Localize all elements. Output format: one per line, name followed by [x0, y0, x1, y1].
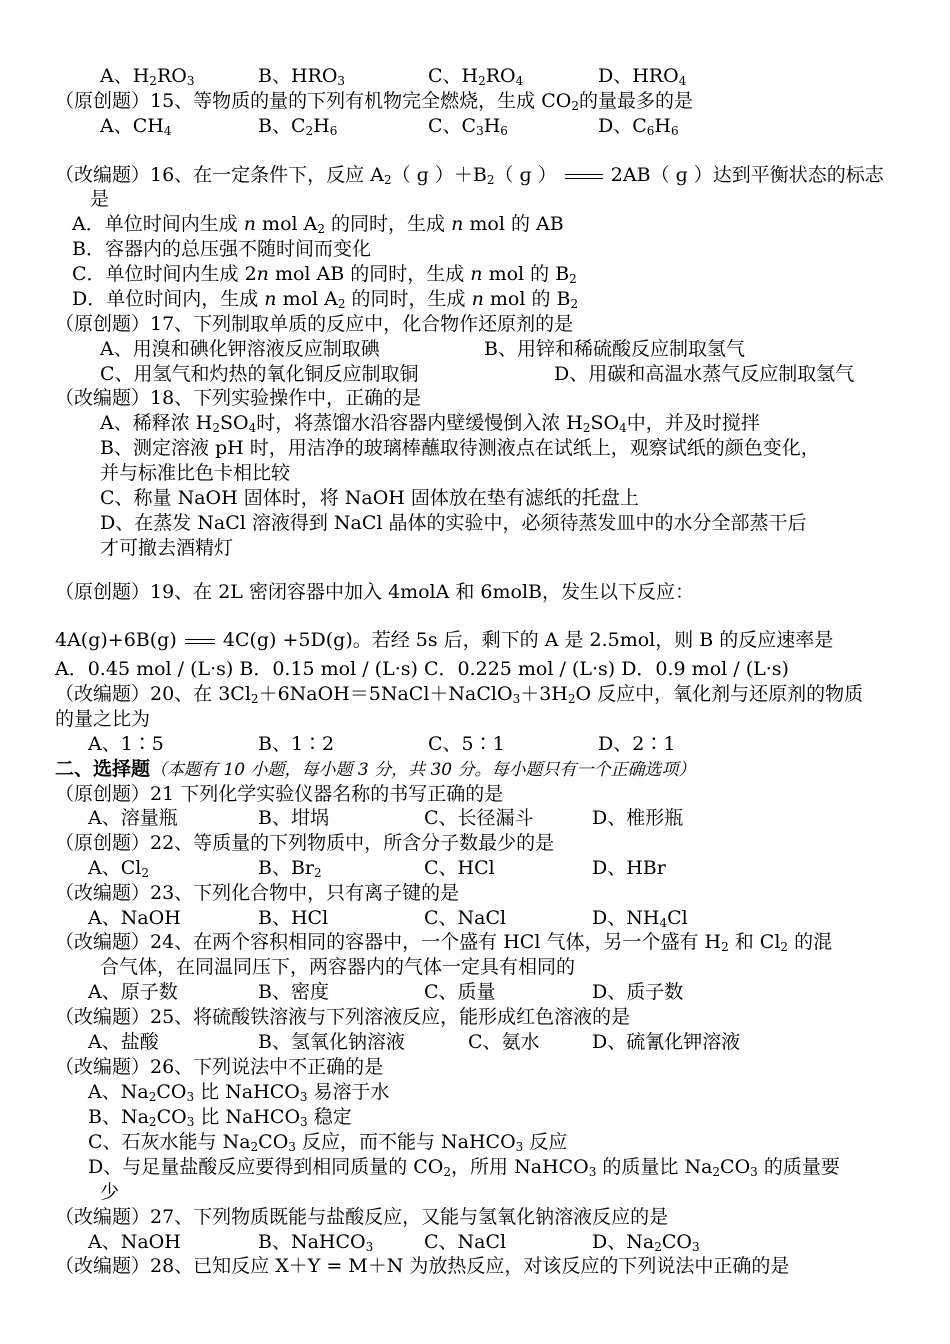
q17-option-a: A、用溴和碘化钾溶液反应制取碘 — [100, 338, 380, 360]
q20-option-c: C、5∶1 — [428, 733, 505, 755]
q17-options-row2 — [0, 362, 950, 386]
q23-option-c: C、NaCl — [424, 907, 507, 929]
q16-stem: （改编题）16、在一定条件下，反应 $A_2$（ ɡ ）$+B_2$（ ɡ ） 2AB（ ɡ ）达到平衡状态的标志 — [55, 164, 884, 187]
q16-option-a: A．单位时间内生成 n mol $A_2$ 的同时，生成 n mol 的 AB — [72, 213, 564, 236]
q18-option-b-cont: 并与标准比色卡相比较 — [100, 462, 291, 484]
q21-stem: （原创题）21 下列化学实验仪器名称的书写正确的是 — [55, 783, 504, 805]
q22-option-b: B、$Br_2$ — [258, 857, 322, 880]
q27-option-c: C、NaCl — [424, 1231, 507, 1253]
q21-option-d: D、椎形瓶 — [592, 807, 684, 829]
q19-equation: 4A(g)+6B(g) 4C(g) +5D(g)。若经 5s 后，剩下的 A 是 2.5mol，则 B 的反应速率是 — [55, 629, 834, 651]
q16-stem-cont: 是 — [90, 188, 110, 210]
q26-option-a: A、$Na_2CO_3$ 比 NaHCO$_3$ 易溶于水 — [88, 1081, 390, 1104]
q15-options — [0, 114, 950, 138]
q17-option-b: B、用锌和稀硫酸反应制取氢气 — [484, 338, 745, 360]
equilibrium-arrow-icon — [183, 636, 217, 646]
q25-option-d: D、硫氰化钾溶液 — [592, 1031, 741, 1053]
section-heading: 二、选择题（本题有 10 小题，每小题 3 分，共 30 分。每小题只有一个正确选项） — [55, 758, 696, 780]
q22-options — [0, 856, 950, 880]
q15-stem: （原创题）15、等物质的量的下列有机物完全燃烧，生成 $CO_2$的量最多的是 — [55, 90, 693, 113]
q15-option-b: B、$C_2H_6$ — [258, 115, 338, 138]
q14-option-d: D、$HRO_4$ — [598, 65, 687, 88]
q17-options-row1 — [0, 337, 950, 361]
q22-stem: （原创题）22、等质量的下列物质中，所含分子数最少的是 — [55, 832, 555, 854]
q24-option-b: B、密度 — [258, 981, 329, 1003]
q23-stem: （改编题）23、下列化合物中，只有离子键的是 — [55, 882, 460, 904]
q24-option-a: A、原子数 — [88, 981, 178, 1003]
q25-option-c: C、氨水 — [468, 1031, 540, 1053]
q26-option-d: D、与足量盐酸反应要得到相同质量的 $CO_2$，所用 NaHCO$_3$ 的质量比 $Na_2CO_3$ 的质量要 — [88, 1156, 840, 1179]
q18-option-b: B、测定溶液 pH 时，用洁净的玻璃棒蘸取待测液点在试纸上，观察试纸的颜色变化， — [100, 437, 820, 459]
q18-option-c: C、称量 NaOH 固体时，将 NaOH 固体放在垫有滤纸的托盘上 — [100, 487, 639, 509]
q24-option-d: D、质子数 — [592, 981, 684, 1003]
q25-options — [0, 1030, 950, 1054]
q25-option-b: B、氢氧化钠溶液 — [258, 1031, 405, 1053]
q18-option-d: D、在蒸发 NaCl 溶液得到 NaCl 晶体的实验中，必须待蒸发皿中的水分全部蒸干后 — [100, 512, 807, 534]
q24-stem: （改编题）24、在两个容积相同的容器中，一个盛有 HCl 气体，另一个盛有 $H_2$ 和 $Cl_2$ 的混 — [55, 931, 833, 954]
q26-stem: （改编题）26、下列说法中不正确的是 — [55, 1056, 384, 1078]
q21-option-b: B、坩埚 — [258, 807, 329, 829]
q22-option-d: D、HBr — [592, 857, 666, 879]
q22-option-c: C、HCl — [424, 857, 495, 879]
q15-option-d: D、$C_6H_6$ — [598, 115, 679, 138]
q27-option-d: D、$Na_2CO_3$ — [592, 1231, 700, 1254]
q21-options — [0, 806, 950, 830]
q21-option-a: A、溶量瓶 — [88, 807, 178, 829]
q27-stem: （改编题）27、下列物质既能与盐酸反应，又能与氢氧化钠溶液反应的是 — [55, 1206, 669, 1228]
q24-option-c: C、质量 — [424, 981, 496, 1003]
q20-options — [0, 732, 950, 756]
equilibrium-arrow-icon — [563, 171, 605, 181]
q26-option-b: B、$Na_2CO_3$ 比 NaHCO$_3$ 稳定 — [88, 1106, 352, 1129]
q18-stem: （改编题）18、下列实验操作中，正确的是 — [55, 387, 422, 409]
q16-option-c: C．单位时间内生成 2n mol AB 的同时，生成 n mol 的 $B_2$ — [72, 263, 577, 286]
q16-option-b: B．容器内的总压强不随时间而变化 — [72, 238, 371, 260]
q14-option-b: B、$HRO_3$ — [258, 65, 346, 88]
q27-options — [0, 1230, 950, 1254]
q15-option-a: A、$CH_4$ — [100, 115, 172, 138]
q20-option-b: B、1∶2 — [258, 733, 335, 755]
q25-stem: （改编题）25、将硫酸铁溶液与下列溶液反应，能形成红色溶液的是 — [55, 1006, 631, 1028]
q28-stem: （改编题）28、已知反应 X＋Y = M＋N 为放热反应，对该反应的下列说法中正确的是 — [55, 1255, 790, 1277]
q24-stem-cont: 合气体，在同温同压下，两容器内的气体一定具有相同的 — [100, 956, 576, 978]
q20-option-a: A、1∶5 — [88, 733, 164, 755]
q26-option-d-cont: 少 — [100, 1181, 120, 1203]
q25-option-a: A、盐酸 — [88, 1031, 159, 1053]
q20-stem-cont: 的量之比为 — [55, 708, 151, 730]
q23-option-b: B、HCl — [258, 907, 329, 929]
q19-stem: （原创题）19、在 2L 密闭容器中加入 4molA 和 6molB，发生以下反应： — [55, 581, 695, 603]
q22-option-a: A、$Cl_2$ — [88, 857, 149, 880]
q24-options — [0, 980, 950, 1004]
q20-option-d: D、2∶1 — [598, 733, 676, 755]
q18-option-a: A、稀释浓 $H_2SO_4$时，将蒸馏水沿容器内壁缓慢倒入浓 $H_2SO_4$中，并及时搅拌 — [100, 412, 760, 435]
q23-options — [0, 906, 950, 930]
q17-stem: （原创题）17、下列制取单质的反应中，化合物作还原剂的是 — [55, 313, 574, 335]
q27-option-a: A、NaOH — [88, 1231, 181, 1253]
q14-options — [0, 64, 950, 88]
q14-option-a: A、$H_2RO_3$ — [100, 65, 195, 88]
q14-option-c: C、$H_2RO_4$ — [428, 65, 524, 88]
q27-option-b: B、NaHCO$_3$ — [258, 1231, 374, 1254]
q20-stem: （改编题）20、在 $3Cl_2+6NaOH=5NaCl+NaClO_3+3H_2O$ 反应中，氧化剂与还原剂的物质 — [55, 683, 864, 706]
q19-options: A．0.45 mol / (L·s) B．0.15 mol / (L·s) C．0.225 mol / (L·s) D．0.9 mol / (L·s) — [55, 658, 789, 680]
q16-option-d: D．单位时间内，生成 n mol $A_2$ 的同时，生成 n mol 的 $B_2$ — [72, 288, 579, 311]
q26-option-c: C、石灰水能与 $Na_2CO_3$ 反应，而不能与 NaHCO$_3$ 反应 — [88, 1131, 568, 1154]
q23-option-d: D、$NH_4Cl$ — [592, 907, 688, 930]
q21-option-c: C、长径漏斗 — [424, 807, 534, 829]
q23-option-a: A、NaOH — [88, 907, 181, 929]
q17-option-c: C、用氢气和灼热的氧化铜反应制取铜 — [100, 363, 419, 385]
q17-option-d: D、用碳和高温水蒸气反应制取氢气 — [554, 363, 855, 385]
q18-option-d-cont: 才可撤去酒精灯 — [100, 537, 234, 559]
q15-option-c: C、$C_3H_6$ — [428, 115, 508, 138]
